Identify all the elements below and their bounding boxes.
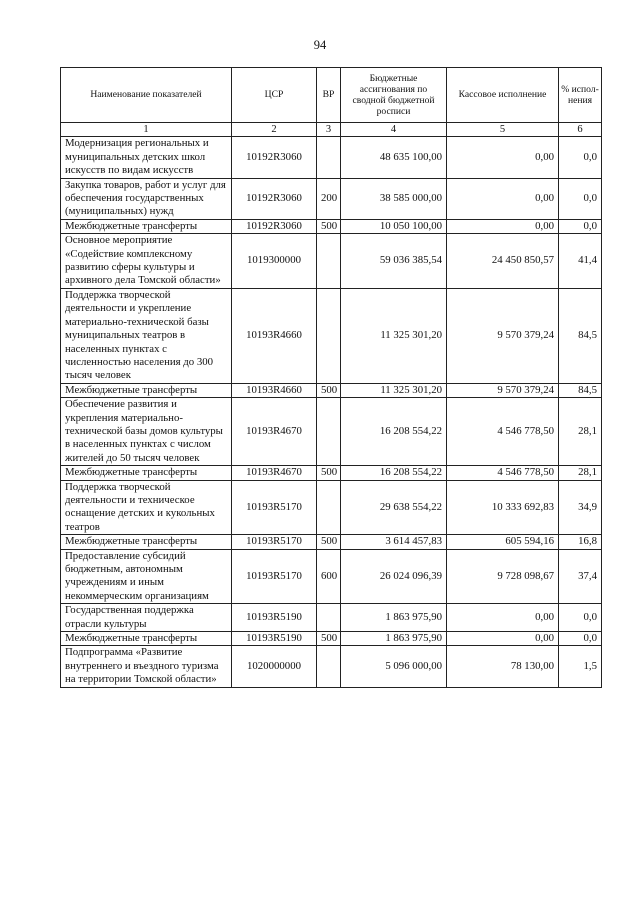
row-allocations: 29 638 554,22 xyxy=(341,480,447,535)
row-name: Межбюджетные трансферты xyxy=(61,466,232,480)
row-vr xyxy=(317,137,341,178)
row-csr: 10193R4660 xyxy=(232,383,317,397)
column-number: 5 xyxy=(447,123,559,137)
table-row xyxy=(61,398,602,466)
table-row xyxy=(61,535,602,549)
row-csr: 1020000000 xyxy=(232,646,317,687)
row-execution: 0,00 xyxy=(447,632,559,646)
table-row xyxy=(61,646,602,687)
header-vr: ВР xyxy=(317,68,341,123)
row-allocations: 3 614 457,83 xyxy=(341,535,447,549)
row-name: Закупка товаров, работ и услуг для обеспечения государственных (муниципальных) нужд xyxy=(61,178,232,219)
row-csr: 10193R4670 xyxy=(232,398,317,466)
column-number-row xyxy=(61,123,602,137)
row-name: Предоставление субсидий бюджетным, автономным учреждениям и иным некоммерческим организациям xyxy=(61,549,232,604)
row-name: Межбюджетные трансферты xyxy=(61,535,232,549)
row-vr: 500 xyxy=(317,383,341,397)
row-percent: 0,0 xyxy=(559,604,602,632)
column-number: 3 xyxy=(317,123,341,137)
table-row xyxy=(61,383,602,397)
row-percent: 0,0 xyxy=(559,219,602,233)
row-name: Модернизация региональных и муниципальных детских школ искусств по видам искусств xyxy=(61,137,232,178)
row-execution: 9 570 379,24 xyxy=(447,288,559,383)
row-name: Межбюджетные трансферты xyxy=(61,632,232,646)
row-vr xyxy=(317,398,341,466)
row-percent: 28,1 xyxy=(559,466,602,480)
column-number: 4 xyxy=(341,123,447,137)
row-allocations: 38 585 000,00 xyxy=(341,178,447,219)
row-execution: 0,00 xyxy=(447,137,559,178)
row-execution: 9 570 379,24 xyxy=(447,383,559,397)
header-percent: % испол-нения xyxy=(559,68,602,123)
row-csr: 10193R4660 xyxy=(232,288,317,383)
row-allocations: 10 050 100,00 xyxy=(341,219,447,233)
row-execution: 0,00 xyxy=(447,604,559,632)
row-percent: 37,4 xyxy=(559,549,602,604)
row-name: Основное мероприятие «Содействие комплексному развитию сферы культуры и архивного дела Томской области» xyxy=(61,234,232,289)
row-percent: 0,0 xyxy=(559,178,602,219)
row-allocations: 1 863 975,90 xyxy=(341,604,447,632)
header-csr: ЦСР xyxy=(232,68,317,123)
table-row xyxy=(61,178,602,219)
page-number: 94 xyxy=(313,38,327,52)
row-allocations: 1 863 975,90 xyxy=(341,632,447,646)
row-allocations: 16 208 554,22 xyxy=(341,398,447,466)
row-csr: 10193R4670 xyxy=(232,466,317,480)
table-row xyxy=(61,219,602,233)
row-csr: 10193R5190 xyxy=(232,604,317,632)
row-allocations: 26 024 096,39 xyxy=(341,549,447,604)
row-name: Обеспечение развития и укрепления материально-технической базы домов культуры в населенных пунктах с числом жителей до 50 тысяч человек xyxy=(61,398,232,466)
table-row xyxy=(61,549,602,604)
table-row xyxy=(61,466,602,480)
row-execution: 4 546 778,50 xyxy=(447,398,559,466)
row-vr xyxy=(317,234,341,289)
row-csr: 10192R3060 xyxy=(232,219,317,233)
row-vr: 500 xyxy=(317,632,341,646)
row-allocations: 11 325 301,20 xyxy=(341,288,447,383)
budget-execution-table xyxy=(60,67,602,688)
row-percent: 84,5 xyxy=(559,383,602,397)
row-vr: 200 xyxy=(317,178,341,219)
row-execution: 0,00 xyxy=(447,178,559,219)
table-row xyxy=(61,288,602,383)
table-row xyxy=(61,604,602,632)
column-number: 2 xyxy=(232,123,317,137)
row-execution: 9 728 098,67 xyxy=(447,549,559,604)
row-vr xyxy=(317,604,341,632)
table-header-row xyxy=(61,68,602,123)
row-csr: 10193R5170 xyxy=(232,535,317,549)
row-name: Подпрограмма «Развитие внутреннего и въездного туризма на территории Томской области» xyxy=(61,646,232,687)
row-name: Поддержка творческой деятельности и техническое оснащение детских и кукольных театров xyxy=(61,480,232,535)
row-csr: 10193R5190 xyxy=(232,632,317,646)
row-execution: 4 546 778,50 xyxy=(447,466,559,480)
column-number: 1 xyxy=(61,123,232,137)
header-name: Наименование показателей xyxy=(61,68,232,123)
table-row xyxy=(61,480,602,535)
row-percent: 1,5 xyxy=(559,646,602,687)
row-percent: 34,9 xyxy=(559,480,602,535)
row-execution: 78 130,00 xyxy=(447,646,559,687)
row-name: Межбюджетные трансферты xyxy=(61,383,232,397)
table-row xyxy=(61,632,602,646)
header-execution: Кассовое исполнение xyxy=(447,68,559,123)
table-row xyxy=(61,234,602,289)
row-vr: 600 xyxy=(317,549,341,604)
row-execution: 605 594,16 xyxy=(447,535,559,549)
row-percent: 28,1 xyxy=(559,398,602,466)
row-vr: 500 xyxy=(317,535,341,549)
row-execution: 0,00 xyxy=(447,219,559,233)
column-number: 6 xyxy=(559,123,602,137)
row-percent: 0,0 xyxy=(559,632,602,646)
row-vr xyxy=(317,646,341,687)
header-allocations: Бюджетные ассигнования по сводной бюджетной росписи xyxy=(341,68,447,123)
row-allocations: 11 325 301,20 xyxy=(341,383,447,397)
row-csr: 10192R3060 xyxy=(232,137,317,178)
row-vr xyxy=(317,288,341,383)
row-allocations: 48 635 100,00 xyxy=(341,137,447,178)
table-row xyxy=(61,137,602,178)
row-csr: 10193R5170 xyxy=(232,549,317,604)
row-vr xyxy=(317,480,341,535)
row-vr: 500 xyxy=(317,466,341,480)
row-name: Поддержка творческой деятельности и укрепление материально-технической базы муниципальных театров в населенных пунктах с численностью населения до 300 тысяч человек xyxy=(61,288,232,383)
row-vr: 500 xyxy=(317,219,341,233)
row-csr: 10193R5170 xyxy=(232,480,317,535)
row-csr: 1019300000 xyxy=(232,234,317,289)
row-csr: 10192R3060 xyxy=(232,178,317,219)
row-allocations: 59 036 385,54 xyxy=(341,234,447,289)
row-allocations: 16 208 554,22 xyxy=(341,466,447,480)
row-execution: 10 333 692,83 xyxy=(447,480,559,535)
row-percent: 0,0 xyxy=(559,137,602,178)
row-name: Государственная поддержка отрасли культуры xyxy=(61,604,232,632)
row-percent: 84,5 xyxy=(559,288,602,383)
row-name: Межбюджетные трансферты xyxy=(61,219,232,233)
row-percent: 41,4 xyxy=(559,234,602,289)
row-percent: 16,8 xyxy=(559,535,602,549)
row-execution: 24 450 850,57 xyxy=(447,234,559,289)
row-allocations: 5 096 000,00 xyxy=(341,646,447,687)
